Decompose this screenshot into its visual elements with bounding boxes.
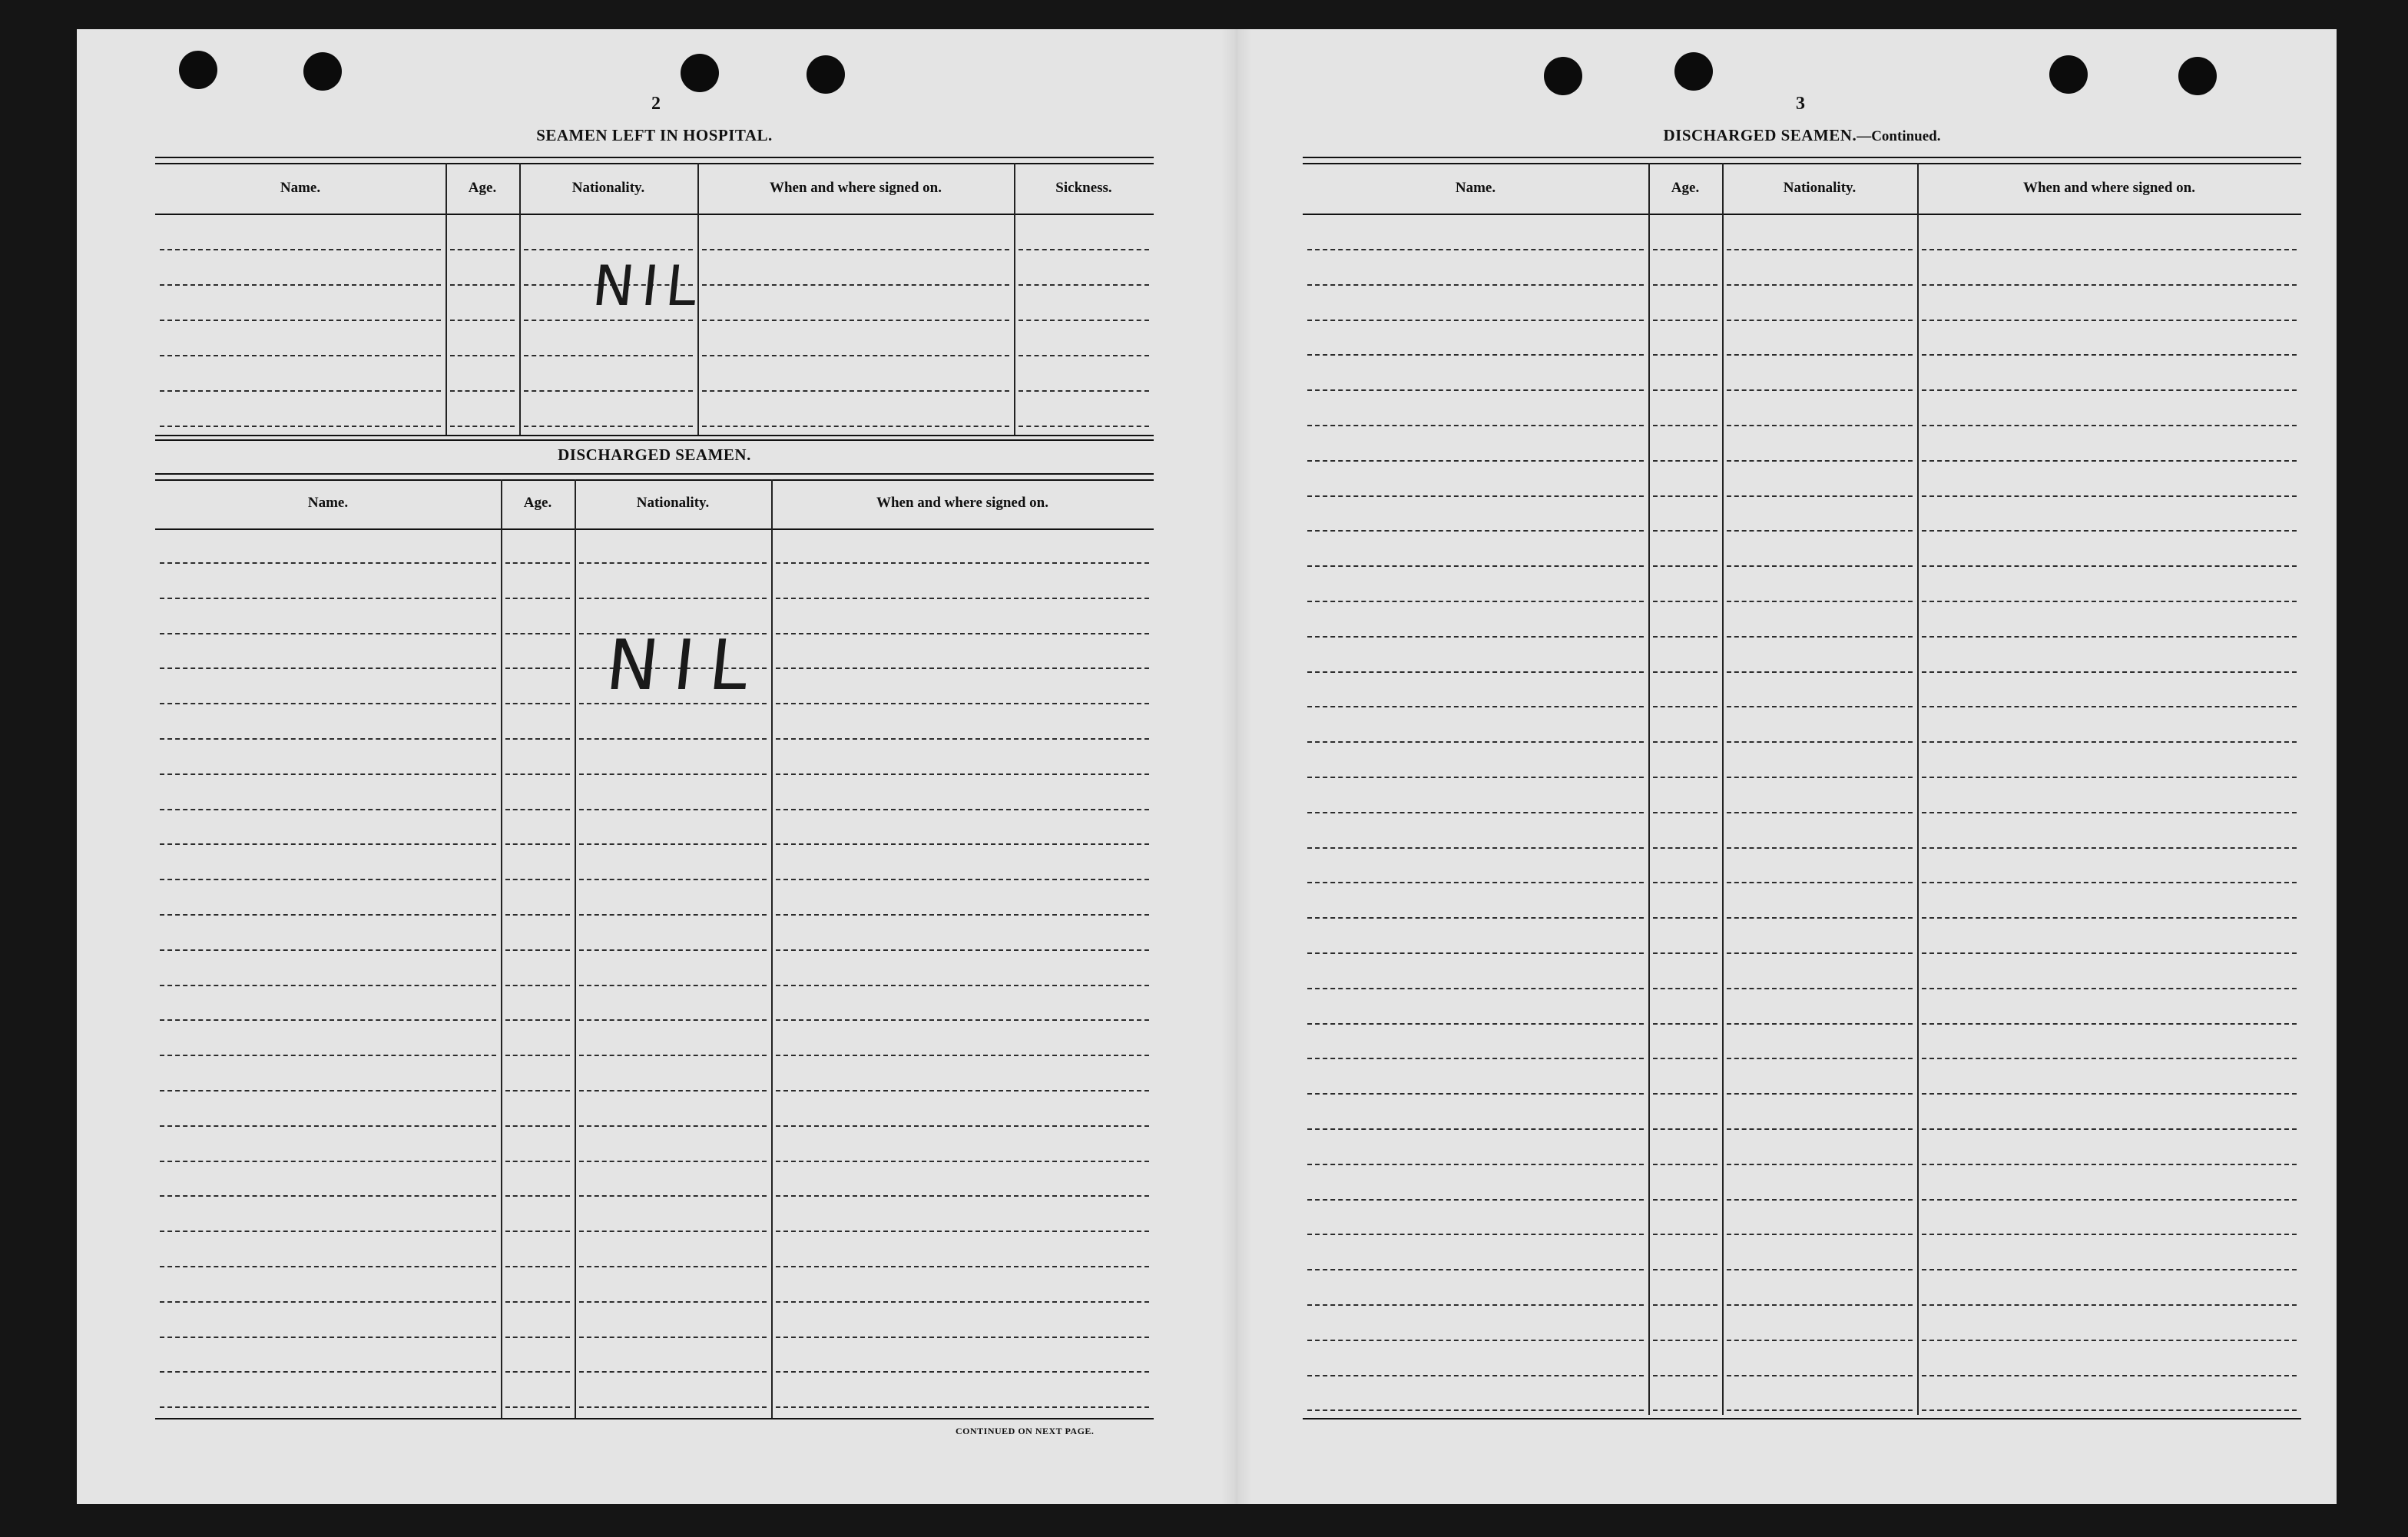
- col-age: Age.: [523, 495, 552, 511]
- ruled-line: [1727, 1023, 1913, 1025]
- ruled-line: [160, 1301, 496, 1303]
- continued-footer: CONTINUED ON NEXT PAGE.: [956, 1426, 1095, 1436]
- col-when-where: When and where signed on.: [769, 180, 942, 196]
- ruled-line: [1307, 1164, 1644, 1165]
- ruled-line: [1727, 882, 1913, 883]
- ruled-line: [1307, 917, 1644, 919]
- ruled-line: [1653, 1164, 1717, 1165]
- ruled-line: [579, 1090, 767, 1091]
- ruled-line: [505, 562, 570, 564]
- ruled-line: [1653, 1128, 1717, 1130]
- ruled-line: [505, 843, 570, 845]
- ruled-line: [1307, 671, 1644, 673]
- ruled-line: [1727, 1199, 1913, 1201]
- col-nationality: Nationality.: [571, 180, 645, 196]
- ruled-line: [1653, 952, 1717, 954]
- ruled-line: [579, 879, 767, 880]
- punch-hole: [1674, 52, 1713, 91]
- ruled-line: [1307, 1199, 1644, 1201]
- ruled-line: [579, 1019, 767, 1021]
- ruled-line: [505, 738, 570, 740]
- ruled-line: [1307, 284, 1644, 286]
- ruled-line: [1922, 1128, 2297, 1130]
- ruled-line: [160, 249, 441, 250]
- ruled-line: [505, 1301, 570, 1303]
- ruled-line: [505, 1337, 570, 1338]
- handwritten-nil-hospital: NIL: [589, 253, 708, 318]
- ruled-line: [160, 703, 496, 704]
- ruled-line: [579, 949, 767, 951]
- ruled-line: [1653, 636, 1717, 638]
- punch-hole: [1544, 57, 1582, 95]
- ruled-line: [776, 1301, 1149, 1303]
- ruled-line: [1307, 249, 1644, 250]
- ruled-line: [450, 426, 515, 427]
- ruled-line: [1922, 354, 2297, 356]
- ruled-line: [579, 1266, 767, 1267]
- ruled-line: [1307, 988, 1644, 989]
- ruled-line: [1727, 706, 1913, 707]
- ruled-line: [776, 598, 1149, 599]
- ruled-line: [1307, 952, 1644, 954]
- ruled-line: [1653, 460, 1717, 462]
- ruled-line: [505, 985, 570, 986]
- ruled-line: [160, 1266, 496, 1267]
- page-number-left: 2: [651, 94, 661, 114]
- ruled-line: [1653, 389, 1717, 391]
- ruled-line: [1922, 495, 2297, 497]
- col-name: Name.: [280, 180, 321, 196]
- ruled-line: [1922, 777, 2297, 778]
- ruled-line: [776, 1266, 1149, 1267]
- ruled-line: [1653, 1304, 1717, 1306]
- ruled-line: [1653, 249, 1717, 250]
- ruled-line: [776, 1406, 1149, 1408]
- ruled-line: [1922, 882, 2297, 883]
- ruled-line: [1727, 389, 1913, 391]
- ruled-line: [1922, 1375, 2297, 1376]
- ruled-line: [1922, 601, 2297, 602]
- ruled-line: [1307, 1375, 1644, 1376]
- ruled-line: [579, 1231, 767, 1232]
- ruled-line: [776, 1337, 1149, 1338]
- ruled-line: [1307, 636, 1644, 638]
- ruled-line: [1019, 390, 1149, 392]
- ruled-line: [702, 355, 1009, 356]
- ruled-line: [1653, 847, 1717, 849]
- ruled-line: [1727, 460, 1913, 462]
- ruled-line: [160, 949, 496, 951]
- ruled-line: [776, 773, 1149, 775]
- ruled-line: [579, 1125, 767, 1127]
- ruled-line: [1307, 1269, 1644, 1270]
- hospital-section-title: SEAMEN LEFT IN HOSPITAL.: [536, 126, 773, 144]
- ruled-line: [505, 1195, 570, 1197]
- ruled-line: [776, 1161, 1149, 1162]
- ruled-line: [1922, 741, 2297, 743]
- ruled-line: [1727, 952, 1913, 954]
- ruled-line: [1653, 284, 1717, 286]
- ruled-line: [1019, 355, 1149, 356]
- ruled-line: [1307, 847, 1644, 849]
- ruled-line: [1653, 741, 1717, 743]
- ruled-line: [160, 598, 496, 599]
- ruled-line: [1307, 812, 1644, 813]
- ruled-line: [579, 738, 767, 740]
- ruled-line: [1653, 530, 1717, 532]
- ruled-line: [505, 598, 570, 599]
- discharged-table: [155, 473, 1154, 1421]
- page-fold: [1221, 29, 1252, 1504]
- ruled-line: [776, 1055, 1149, 1056]
- ruled-line: [1307, 1128, 1644, 1130]
- ruled-line: [1922, 389, 2297, 391]
- ruled-line: [160, 879, 496, 880]
- ruled-line: [1727, 917, 1913, 919]
- discharged-continued-table: [1303, 157, 2301, 1423]
- col-nationality: Nationality.: [636, 495, 710, 511]
- ruled-line: [1653, 988, 1717, 989]
- ruled-line: [1307, 706, 1644, 707]
- discharged-section-title: DISCHARGED SEAMEN.: [558, 446, 751, 464]
- ruled-line: [1307, 530, 1644, 532]
- ruled-line: [776, 738, 1149, 740]
- ruled-line: [1727, 1164, 1913, 1165]
- ruled-line: [1307, 1023, 1644, 1025]
- ruled-line: [702, 390, 1009, 392]
- ruled-line: [1307, 1340, 1644, 1341]
- ruled-line: [1653, 354, 1717, 356]
- ruled-line: [776, 809, 1149, 810]
- ruled-line: [1922, 530, 2297, 532]
- ruled-line: [1922, 1023, 2297, 1025]
- ruled-line: [450, 390, 515, 392]
- ruled-line: [1727, 812, 1913, 813]
- ruled-line: [1922, 671, 2297, 673]
- ruled-line: [776, 633, 1149, 634]
- ruled-line: [1922, 812, 2297, 813]
- ruled-line: [450, 249, 515, 250]
- ruled-line: [1922, 1164, 2297, 1165]
- ruled-line: [524, 426, 693, 427]
- ruled-line: [160, 1055, 496, 1056]
- ruled-line: [505, 633, 570, 634]
- ruled-line: [579, 1195, 767, 1197]
- ruled-line: [160, 1125, 496, 1127]
- ruled-line: [1307, 777, 1644, 778]
- ruled-line: [1727, 495, 1913, 497]
- ruled-line: [1307, 354, 1644, 356]
- ruled-line: [1653, 706, 1717, 707]
- ruled-line: [1653, 601, 1717, 602]
- ruled-line: [579, 914, 767, 916]
- ruled-line: [776, 1125, 1149, 1127]
- col-age: Age.: [468, 180, 497, 196]
- ruled-line: [1727, 601, 1913, 602]
- ruled-line: [1653, 882, 1717, 883]
- ruled-line: [1653, 917, 1717, 919]
- ruled-line: [579, 1406, 767, 1408]
- ruled-line: [1922, 636, 2297, 638]
- ruled-line: [1653, 1269, 1717, 1270]
- ruled-line: [1307, 882, 1644, 883]
- ruled-line: [1019, 426, 1149, 427]
- ruled-line: [776, 914, 1149, 916]
- ruled-line: [1727, 1409, 1913, 1411]
- ruled-line: [160, 667, 496, 669]
- ruled-line: [1653, 1375, 1717, 1376]
- ruled-line: [1653, 1340, 1717, 1341]
- ruled-line: [1727, 777, 1913, 778]
- ruled-line: [160, 320, 441, 321]
- ruled-line: [776, 1090, 1149, 1091]
- ruled-line: [1307, 1304, 1644, 1306]
- ruled-line: [1653, 1058, 1717, 1059]
- ruled-line: [1727, 847, 1913, 849]
- ruled-line: [160, 1195, 496, 1197]
- ruled-line: [1727, 741, 1913, 743]
- ruled-line: [160, 1406, 496, 1408]
- ruled-line: [1019, 284, 1149, 286]
- ruled-line: [579, 1161, 767, 1162]
- ruled-line: [1922, 284, 2297, 286]
- ruled-line: [1922, 425, 2297, 426]
- ruled-line: [1653, 671, 1717, 673]
- ruled-line: [776, 985, 1149, 986]
- ruled-line: [579, 598, 767, 599]
- ruled-line: [505, 1266, 570, 1267]
- ruled-line: [1307, 741, 1644, 743]
- ruled-line: [1653, 777, 1717, 778]
- ruled-line: [776, 562, 1149, 564]
- punch-hole: [681, 54, 719, 92]
- ruled-line: [1922, 565, 2297, 567]
- ruled-line: [160, 1019, 496, 1021]
- ruled-line: [1307, 1234, 1644, 1235]
- ruled-line: [505, 1406, 570, 1408]
- ruled-line: [1727, 988, 1913, 989]
- ruled-line: [505, 914, 570, 916]
- ruled-line: [160, 809, 496, 810]
- ruled-line: [579, 562, 767, 564]
- ruled-line: [450, 320, 515, 321]
- ruled-line: [1653, 1023, 1717, 1025]
- ruled-line: [1727, 1375, 1913, 1376]
- ruled-line: [776, 843, 1149, 845]
- col-when-where: When and where signed on.: [876, 495, 1048, 511]
- ruled-line: [1727, 1234, 1913, 1235]
- ruled-line: [1653, 495, 1717, 497]
- ruled-line: [1727, 284, 1913, 286]
- ruled-line: [1653, 425, 1717, 426]
- punch-hole: [2049, 55, 2088, 94]
- ruled-line: [1727, 1128, 1913, 1130]
- ruled-line: [450, 355, 515, 356]
- ruled-line: [524, 390, 693, 392]
- ruled-line: [1922, 1409, 2297, 1411]
- ruled-line: [160, 355, 441, 356]
- ruled-line: [1922, 1058, 2297, 1059]
- ruled-line: [1727, 249, 1913, 250]
- ruled-line: [1019, 320, 1149, 321]
- ruled-line: [579, 1301, 767, 1303]
- ruled-line: [579, 1371, 767, 1373]
- ruled-line: [776, 1019, 1149, 1021]
- page-number-right: 3: [1796, 94, 1805, 114]
- ruled-line: [505, 1090, 570, 1091]
- ruled-line: [1922, 952, 2297, 954]
- ruled-line: [776, 703, 1149, 704]
- ruled-line: [1653, 1093, 1717, 1095]
- ruled-line: [160, 390, 441, 392]
- col-name: Name.: [307, 495, 349, 511]
- ruled-line: [1922, 1093, 2297, 1095]
- ruled-line: [160, 914, 496, 916]
- ruled-line: [776, 667, 1149, 669]
- ruled-line: [1653, 1409, 1717, 1411]
- ruled-line: [1922, 706, 2297, 707]
- col-nationality: Nationality.: [1783, 180, 1857, 196]
- ruled-line: [702, 320, 1009, 321]
- ruled-line: [524, 355, 693, 356]
- punch-hole: [2178, 57, 2217, 95]
- ruled-line: [160, 773, 496, 775]
- ruled-line: [579, 1055, 767, 1056]
- ruled-line: [160, 843, 496, 845]
- ruled-line: [160, 985, 496, 986]
- ruled-line: [1727, 320, 1913, 321]
- ruled-line: [1727, 1093, 1913, 1095]
- ruled-line: [505, 1161, 570, 1162]
- ruled-line: [702, 426, 1009, 427]
- ruled-line: [1019, 249, 1149, 250]
- ruled-line: [505, 1125, 570, 1127]
- ruled-line: [776, 1231, 1149, 1232]
- ruled-line: [1922, 249, 2297, 250]
- ruled-line: [160, 1371, 496, 1373]
- ruled-line: [160, 1231, 496, 1232]
- ruled-line: [524, 320, 693, 321]
- ruled-line: [505, 1055, 570, 1056]
- ruled-line: [1307, 460, 1644, 462]
- ruled-line: [1727, 1340, 1913, 1341]
- punch-hole: [179, 51, 217, 89]
- ruled-line: [1922, 917, 2297, 919]
- handwritten-nil-discharged: NIL: [602, 625, 768, 706]
- ruled-line: [1727, 530, 1913, 532]
- ruled-line: [776, 949, 1149, 951]
- ruled-line: [1922, 460, 2297, 462]
- ruled-line: [1922, 1340, 2297, 1341]
- ruled-line: [1727, 1269, 1913, 1270]
- ruled-line: [776, 1195, 1149, 1197]
- ruled-line: [160, 1161, 496, 1162]
- ruled-line: [160, 633, 496, 634]
- ruled-line: [1922, 1199, 2297, 1201]
- ruled-line: [160, 562, 496, 564]
- ruled-line: [524, 249, 693, 250]
- ruled-line: [1653, 812, 1717, 813]
- ruled-line: [1307, 389, 1644, 391]
- ruled-line: [450, 284, 515, 286]
- punch-hole: [807, 55, 845, 94]
- ruled-line: [1727, 1058, 1913, 1059]
- title-suffix: —Continued.: [1857, 128, 1941, 144]
- ruled-line: [505, 1019, 570, 1021]
- ruled-line: [1653, 1199, 1717, 1201]
- ruled-line: [505, 773, 570, 775]
- ruled-line: [1727, 1304, 1913, 1306]
- ruled-line: [1307, 1093, 1644, 1095]
- ruled-line: [1727, 425, 1913, 426]
- ruled-line: [160, 1337, 496, 1338]
- ruled-line: [1922, 1269, 2297, 1270]
- ruled-line: [579, 773, 767, 775]
- ruled-line: [1307, 601, 1644, 602]
- ruled-line: [1653, 320, 1717, 321]
- discharged-continued-title: [1303, 126, 2301, 145]
- ruled-line: [776, 879, 1149, 880]
- ruled-line: [579, 985, 767, 986]
- ruled-line: [1307, 425, 1644, 426]
- ruled-line: [505, 879, 570, 880]
- ruled-line: [702, 284, 1009, 286]
- ruled-line: [1922, 1234, 2297, 1235]
- ruled-line: [1653, 565, 1717, 567]
- col-age: Age.: [1671, 180, 1700, 196]
- ruled-line: [505, 809, 570, 810]
- punch-hole: [303, 52, 342, 91]
- ruled-line: [702, 249, 1009, 250]
- col-name: Name.: [1455, 180, 1496, 196]
- ruled-line: [1727, 354, 1913, 356]
- ruled-line: [1922, 320, 2297, 321]
- ruled-line: [1922, 988, 2297, 989]
- ruled-line: [505, 1231, 570, 1232]
- ruled-line: [1727, 565, 1913, 567]
- ruled-line: [160, 426, 441, 427]
- ruled-line: [1307, 565, 1644, 567]
- ruled-line: [579, 1337, 767, 1338]
- title-text: DISCHARGED SEAMEN.: [1663, 126, 1857, 144]
- ruled-line: [1307, 1058, 1644, 1059]
- ruled-line: [505, 1371, 570, 1373]
- ruled-line: [1307, 1409, 1644, 1411]
- ruled-line: [1727, 671, 1913, 673]
- ruled-line: [1922, 1304, 2297, 1306]
- ruled-line: [1653, 1234, 1717, 1235]
- ruled-line: [579, 843, 767, 845]
- col-when-where: When and where signed on.: [2022, 180, 2195, 196]
- ruled-line: [776, 1371, 1149, 1373]
- ruled-line: [505, 949, 570, 951]
- ruled-line: [160, 738, 496, 740]
- ruled-line: [1922, 847, 2297, 849]
- ruled-line: [1307, 320, 1644, 321]
- ruled-line: [505, 667, 570, 669]
- ruled-line: [1307, 495, 1644, 497]
- ruled-line: [579, 809, 767, 810]
- ruled-line: [160, 1090, 496, 1091]
- ruled-line: [505, 703, 570, 704]
- col-sickness: Sickness.: [1055, 180, 1112, 196]
- ruled-line: [160, 284, 441, 286]
- ruled-line: [1727, 636, 1913, 638]
